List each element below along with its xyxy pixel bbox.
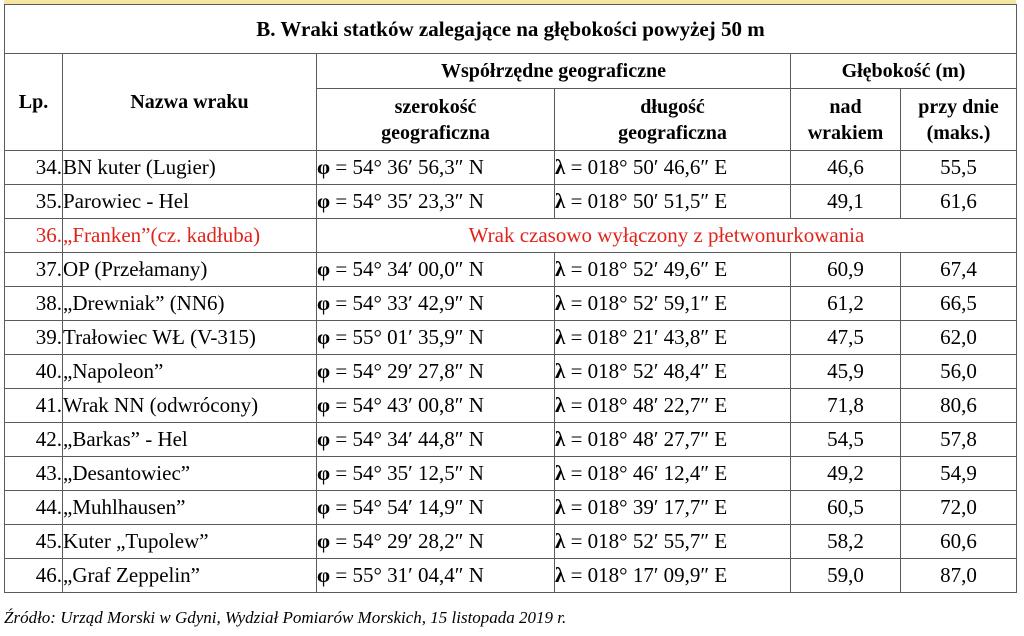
wrecks-table — [4, 4, 1017, 593]
source-note: Źródło: Urząd Morski w Gdyni, Wydział Pomiarów Morskich, 15 listopada 2019 r. — [4, 608, 567, 627]
row-longitude — [555, 355, 791, 389]
table-row-excluded — [5, 219, 1017, 253]
row-latitude — [317, 525, 555, 559]
row-exclusion-note: Wrak czasowo wyłączony z płetwonurkowania — [317, 219, 1017, 253]
row-name: BN kuter (Lugier) — [63, 151, 317, 185]
longitude-symbol: λ — [555, 495, 566, 519]
latitude-value: = 54° 36′ 56,3″ N — [330, 155, 484, 179]
row-longitude — [555, 185, 791, 219]
row-lp: 39. — [5, 321, 63, 355]
row-latitude — [317, 185, 555, 219]
row-longitude — [555, 321, 791, 355]
table-row — [5, 389, 1017, 423]
row-name: „Napoleon” — [63, 355, 317, 389]
row-longitude — [555, 423, 791, 457]
latitude-symbol: φ — [317, 291, 331, 315]
row-latitude — [317, 287, 555, 321]
latitude-symbol: φ — [317, 495, 331, 519]
latitude-value: = 55° 31′ 04,4″ N — [330, 563, 484, 587]
row-lp: 43. — [5, 457, 63, 491]
row-depth-above: 61,2 — [791, 287, 901, 321]
row-latitude — [317, 355, 555, 389]
row-name: „Drewniak” (NN6) — [63, 287, 317, 321]
latitude-symbol: φ — [317, 359, 331, 383]
latitude-symbol: φ — [317, 563, 331, 587]
row-name: OP (Przełamany) — [63, 253, 317, 287]
row-lp: 42. — [5, 423, 63, 457]
row-longitude — [555, 491, 791, 525]
row-depth-bottom: 87,0 — [901, 559, 1017, 593]
row-name: „Muhlhausen” — [63, 491, 317, 525]
latitude-value: = 54° 29′ 27,8″ N — [330, 359, 484, 383]
row-lp: 37. — [5, 253, 63, 287]
row-depth-above: 60,5 — [791, 491, 901, 525]
latitude-value: = 54° 54′ 14,9″ N — [330, 495, 484, 519]
row-depth-above: 59,0 — [791, 559, 901, 593]
longitude-symbol: λ — [555, 393, 566, 417]
latitude-symbol: φ — [317, 427, 331, 451]
row-longitude — [555, 559, 791, 593]
row-lp: 45. — [5, 525, 63, 559]
header-longitude-line2: geograficzna — [618, 121, 727, 144]
latitude-symbol: φ — [317, 325, 331, 349]
longitude-symbol: λ — [555, 563, 566, 587]
row-name: „Franken”(cz. kadłuba) — [63, 219, 317, 253]
latitude-symbol: φ — [317, 461, 331, 485]
row-depth-bottom: 56,0 — [901, 355, 1017, 389]
latitude-value: = 54° 34′ 44,8″ N — [330, 427, 484, 451]
row-depth-bottom: 54,9 — [901, 457, 1017, 491]
header-name: Nazwa wraku — [63, 54, 317, 151]
row-name: Trałowiec WŁ (V-315) — [63, 321, 317, 355]
row-depth-bottom: 80,6 — [901, 389, 1017, 423]
row-lp: 36. — [5, 219, 63, 253]
row-name: „Barkas” - Hel — [63, 423, 317, 457]
header-longitude — [555, 89, 791, 151]
row-name: Kuter „Tupolew” — [63, 525, 317, 559]
latitude-symbol: φ — [317, 393, 331, 417]
table-row — [5, 457, 1017, 491]
row-lp: 41. — [5, 389, 63, 423]
header-longitude-line1: długość — [640, 95, 705, 118]
table-row — [5, 491, 1017, 525]
longitude-value: = 018° 52′ 49,6″ E — [565, 257, 728, 281]
row-lp: 40. — [5, 355, 63, 389]
table-row — [5, 253, 1017, 287]
table-row — [5, 321, 1017, 355]
latitude-value: = 54° 35′ 23,3″ N — [330, 189, 484, 213]
latitude-value: = 54° 29′ 28,2″ N — [330, 529, 484, 553]
longitude-symbol: λ — [555, 291, 566, 315]
table-row — [5, 559, 1017, 593]
longitude-value: = 018° 48′ 22,7″ E — [565, 393, 728, 417]
header-depth-above-line2: wrakiem — [807, 121, 884, 144]
longitude-symbol: λ — [555, 189, 566, 213]
row-latitude — [317, 491, 555, 525]
longitude-symbol: λ — [555, 427, 566, 451]
row-depth-bottom: 72,0 — [901, 491, 1017, 525]
latitude-value: = 54° 33′ 42,9″ N — [330, 291, 484, 315]
row-latitude — [317, 559, 555, 593]
row-latitude — [317, 151, 555, 185]
header-depth-bottom-line2: (maks.) — [926, 121, 991, 144]
header-depth: Głębokość (m) — [791, 54, 1017, 89]
longitude-symbol: λ — [555, 155, 566, 179]
header-latitude-line2: geograficzna — [381, 121, 490, 144]
longitude-value: = 018° 50′ 51,5″ E — [565, 189, 728, 213]
longitude-symbol: λ — [555, 461, 566, 485]
row-depth-above: 71,8 — [791, 389, 901, 423]
row-name: Wrak NN (odwrócony) — [63, 389, 317, 423]
table-row — [5, 525, 1017, 559]
row-depth-above: 49,2 — [791, 457, 901, 491]
latitude-value: = 55° 01′ 35,9″ N — [330, 325, 484, 349]
longitude-symbol: λ — [555, 325, 566, 349]
row-name: „Graf Zeppelin” — [63, 559, 317, 593]
row-name: Parowiec - Hel — [63, 185, 317, 219]
table-row — [5, 287, 1017, 321]
longitude-value: = 018° 52′ 55,7″ E — [565, 529, 728, 553]
row-depth-bottom: 62,0 — [901, 321, 1017, 355]
row-longitude — [555, 151, 791, 185]
latitude-symbol: φ — [317, 257, 331, 281]
row-lp: 46. — [5, 559, 63, 593]
header-lp: Lp. — [5, 54, 63, 151]
table-row — [5, 151, 1017, 185]
longitude-symbol: λ — [555, 257, 566, 281]
latitude-symbol: φ — [317, 155, 331, 179]
longitude-symbol: λ — [555, 529, 566, 553]
longitude-symbol: λ — [555, 359, 566, 383]
row-depth-above: 54,5 — [791, 423, 901, 457]
header-coordinates: Współrzędne geograficzne — [317, 54, 791, 89]
row-longitude — [555, 287, 791, 321]
longitude-value: = 018° 39′ 17,7″ E — [565, 495, 728, 519]
row-depth-above: 49,1 — [791, 185, 901, 219]
row-depth-above: 45,9 — [791, 355, 901, 389]
longitude-value: = 018° 52′ 59,1″ E — [565, 291, 728, 315]
row-depth-above: 58,2 — [791, 525, 901, 559]
longitude-value: = 018° 17′ 09,9″ E — [565, 563, 728, 587]
row-latitude — [317, 389, 555, 423]
row-depth-above: 47,5 — [791, 321, 901, 355]
header-latitude — [317, 89, 555, 151]
latitude-symbol: φ — [317, 529, 331, 553]
longitude-value: = 018° 46′ 12,4″ E — [565, 461, 728, 485]
row-lp: 34. — [5, 151, 63, 185]
latitude-value: = 54° 35′ 12,5″ N — [330, 461, 484, 485]
longitude-value: = 018° 50′ 46,6″ E — [565, 155, 728, 179]
latitude-value: = 54° 34′ 00,0″ N — [330, 257, 484, 281]
latitude-symbol: φ — [317, 189, 331, 213]
row-lp: 35. — [5, 185, 63, 219]
row-depth-bottom: 67,4 — [901, 253, 1017, 287]
row-lp: 44. — [5, 491, 63, 525]
row-latitude — [317, 457, 555, 491]
header-depth-above — [791, 89, 901, 151]
header-depth-bottom-line1: przy dnie — [918, 95, 999, 118]
row-depth-bottom: 61,6 — [901, 185, 1017, 219]
row-longitude — [555, 253, 791, 287]
header-depth-bottom — [901, 89, 1017, 151]
row-latitude — [317, 253, 555, 287]
table-title: B. Wraki statków zalegające na głębokości powyżej 50 m — [5, 5, 1017, 54]
row-latitude — [317, 321, 555, 355]
row-depth-bottom: 57,8 — [901, 423, 1017, 457]
table-row — [5, 355, 1017, 389]
table-row — [5, 423, 1017, 457]
table-row — [5, 185, 1017, 219]
row-depth-bottom: 55,5 — [901, 151, 1017, 185]
row-longitude — [555, 457, 791, 491]
row-longitude — [555, 525, 791, 559]
latitude-value: = 54° 43′ 00,8″ N — [330, 393, 484, 417]
longitude-value: = 018° 52′ 48,4″ E — [565, 359, 728, 383]
longitude-value: = 018° 48′ 27,7″ E — [565, 427, 728, 451]
row-lp: 38. — [5, 287, 63, 321]
row-name: „Desantowiec” — [63, 457, 317, 491]
row-latitude — [317, 423, 555, 457]
row-longitude — [555, 389, 791, 423]
header-depth-above-line1: nad — [829, 95, 862, 118]
header-latitude-line1: szerokość — [394, 95, 477, 118]
row-depth-bottom: 66,5 — [901, 287, 1017, 321]
longitude-value: = 018° 21′ 43,8″ E — [565, 325, 728, 349]
row-depth-above: 60,9 — [791, 253, 901, 287]
row-depth-above: 46,6 — [791, 151, 901, 185]
row-depth-bottom: 60,6 — [901, 525, 1017, 559]
